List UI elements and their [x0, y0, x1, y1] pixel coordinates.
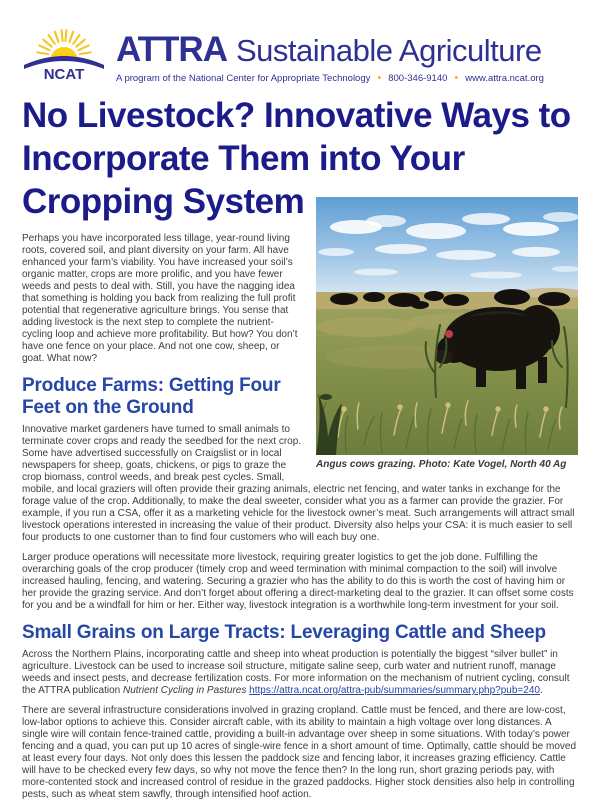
brand-primary: ATTRA — [116, 30, 227, 69]
link-suffix: . — [539, 685, 543, 696]
paragraph: Innovative market gardeners have turned to small animals to terminate cover crops and ready the seedbed for the next crop. Some have advertised successfully on Craigslist or in local newspapers for sheep, goats, chickens, or pigs to graze the crop biomass, control weeds, and break pest cycles. Small, mobile, and local graziers will often provide their grazing animals, electric net fencing, and water tanks in exchange for the forage value of the crop. Additionally, to make the deal sweeter, consider what you as a farmer can provide the grazier. For example, if you run a CSA, offer it as a marketing vehicle for the livestock owner’s meat. Such arrangements will attract small livestock operations interested in increasing the value of their product. Diversity also helps your CSA: it is much easier to sell four products to one customer than to find four customers who will each buy one. — [22, 424, 575, 543]
ncat-logo-text: NCAT — [43, 66, 85, 81]
paragraph-with-link — [22, 649, 578, 697]
section-heading-small-grains: Small Grains on Large Tracts: Leveraging Cattle and Sheep — [22, 622, 546, 643]
brand-secondary: Sustainable Agriculture — [236, 33, 542, 68]
angus-cows-grazing-illustration — [316, 197, 578, 455]
publication-link[interactable]: https://attra.ncat.org/attra-pub/summaries/summary.php?pub=240 — [249, 685, 540, 696]
tagline — [116, 73, 578, 84]
paragraph: Larger produce operations will necessitate more livestock, requiring greater logistics to get the job done. Fulfilling the overarching goals of the crop producer (timely crop and weed termination with minimal compaction to the soil) will involve increased hauling, fencing, and watering. Securing a grazier who has the ability to do this is worth the cost of having him or her provide the grazing service. And don’t forget about offering a direct-marketing deal to the grazier. It can offset some costs for you and be a windfall for him or her. Either way, livestock integration is a worthwhile long-term investment for your soil. — [22, 552, 574, 611]
ncat-logo — [22, 17, 106, 86]
tagline-program: A program of the National Center for Appropriate Technology — [116, 73, 371, 84]
bullet-separator-icon: • — [377, 72, 382, 84]
section-heading-produce-farms: Produce Farms: Getting Four Feet on the Ground — [22, 375, 281, 418]
tagline-phone: 800-346-9140 — [388, 73, 448, 84]
intro-paragraph: Perhaps you have incorporated less tillage, year-round living roots, covered soil, and plant diversity on your farm. All have enhanced your farm’s viability. You have increased your soil’s organic matter, crops are more prolific, and you have fewer weeds and pests to deal with. Still, you have the nagging idea that something is holding you back from realizing the full profit potential that regenerative agriculture brings. You sense that adding livestock is the next step to complete the nutrient-cycling loop and achieve more profitability. But how? You don’t have one fence on your place. And not one cow, sheep, or goat. What now? — [22, 233, 298, 364]
ncat-sun-icon — [22, 17, 106, 81]
page-title: No Livestock? Innovative Ways to Incorporate Them into Your Cropping System — [22, 96, 571, 221]
article-photo — [316, 197, 578, 471]
tagline-url[interactable]: www.attra.ncat.org — [465, 73, 544, 84]
publication-title: Nutrient Cycling in Pastures — [122, 685, 247, 696]
brand-block — [116, 30, 578, 86]
paragraph: There are several infrastructure considerations involved in grazing cropland. Cattle must be fenced, and there are low-cost, low-labor options to achieve this. Consider aircraft cable, with its ability to maintain a high voltage over long distances. A single wire will contain fence-trained cattle, providing a built-in advantage over sheep in some situations. With today’s power fencing and a quad, you can put up 10 acres of single-wire fence in a short amount of time. Optimally, cattle should be moved at least every four days. Not only does this lessen the paddock size and fencing labor, it increases grazing efficiency. Cattle will have to be checked every few days, so why not move the fence then? In the long run, short grazing periods pay, with more-contented stock and increased control of residue in the grazed paddocks. Higher stock densities also help in controlling pests, such as wheat stem sawfly, through intensified hoof action. — [22, 705, 577, 800]
photo-caption: Angus cows grazing. Photo: Kate Vogel, North 40 Ag — [316, 459, 567, 470]
paragraph-lead: Across the Northern Plains, incorporating cattle and sheep into wheat production is potentially the biggest “silver bullet” in agriculture. Livestock can be used to increase soil structure, mitigate saline seep, curb water and nutrient runoff, manage weeds and insect pests, and decrease fertilization costs. For more information on the mechanism of nutrient cycling, consult the ATTRA publication — [22, 649, 570, 696]
cow-photo — [316, 197, 578, 455]
header — [22, 14, 578, 86]
bullet-separator-icon: • — [454, 72, 459, 84]
brand-title — [116, 30, 578, 70]
